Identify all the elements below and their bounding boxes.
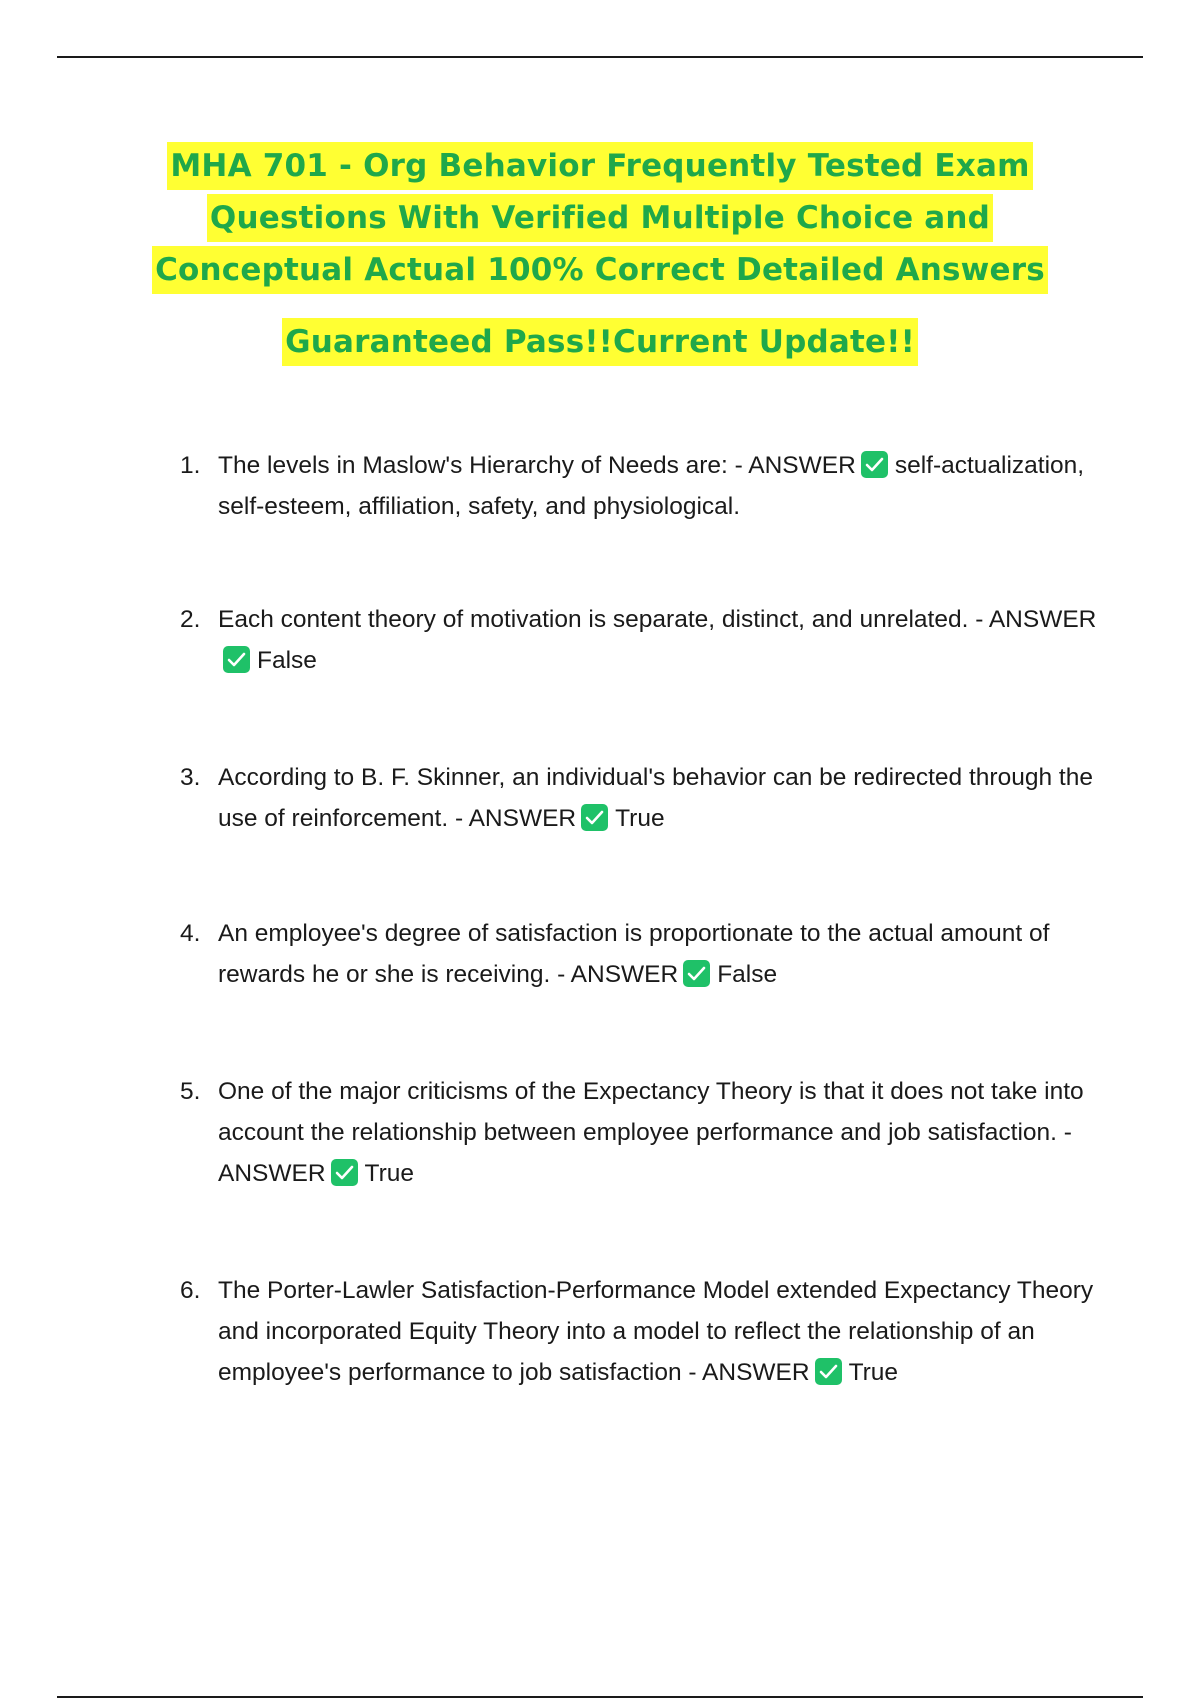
question-text: The Porter-Lawler Satisfaction-Performance Model extended Expectancy Theory and incorporated Equity Theory into a model to reflect the relationship of an employee's performance to job satisfaction - ANSWER	[218, 1277, 1094, 1386]
check-badge-icon	[683, 960, 710, 987]
question-text: According to B. F. Skinner, an individual's behavior can be redirected through the use of reinforcement. - ANSWER	[218, 764, 1093, 832]
item-number: 3.	[180, 764, 201, 791]
list-item	[180, 757, 1100, 839]
title-line-3: Conceptual Actual 100% Correct Detailed Answers	[152, 246, 1048, 294]
check-badge-icon	[815, 1358, 842, 1385]
item-number: 5.	[180, 1078, 201, 1105]
question-text: An employee's degree of satisfaction is proportionate to the actual amount of rewards he or she is receiving. - ANSWER	[218, 920, 1050, 988]
list-item	[180, 599, 1100, 681]
document-title	[150, 142, 1050, 370]
check-badge-icon	[223, 646, 250, 673]
answer-text: False	[257, 647, 317, 674]
title-line-1: MHA 701 - Org Behavior Frequently Tested Exam	[167, 142, 1032, 190]
question-list	[180, 445, 1100, 1393]
item-number: 2.	[180, 606, 201, 633]
title-line-4: Guaranteed Pass!!Current Update!!	[282, 318, 918, 366]
item-number: 1.	[180, 452, 201, 479]
title-line-2: Questions With Verified Multiple Choice and	[207, 194, 993, 242]
bottom-divider	[57, 1696, 1143, 1698]
list-item	[180, 913, 1100, 995]
answer-text: True	[364, 1160, 415, 1187]
list-item	[180, 445, 1100, 527]
question-text: One of the major criticisms of the Expectancy Theory is that it does not take into account the relationship between employee performance and job satisfaction. - ANSWER	[218, 1078, 1084, 1187]
answer-text: self-actualization, self-esteem, affiliation, safety, and physiological.	[218, 452, 1085, 520]
question-text: The levels in Maslow's Hierarchy of Needs are: - ANSWER	[218, 452, 856, 479]
item-number: 6.	[180, 1277, 201, 1304]
check-badge-icon	[861, 451, 888, 478]
check-badge-icon	[331, 1159, 358, 1186]
list-item	[180, 1270, 1100, 1393]
question-text: Each content theory of motivation is separate, distinct, and unrelated. - ANSWER	[218, 606, 1097, 633]
list-item	[180, 1071, 1100, 1194]
answer-text: False	[717, 961, 778, 988]
answer-text: True	[615, 805, 665, 832]
item-number: 4.	[180, 920, 201, 947]
top-divider	[57, 56, 1143, 58]
answer-text: True	[848, 1359, 899, 1386]
check-badge-icon	[581, 804, 608, 831]
